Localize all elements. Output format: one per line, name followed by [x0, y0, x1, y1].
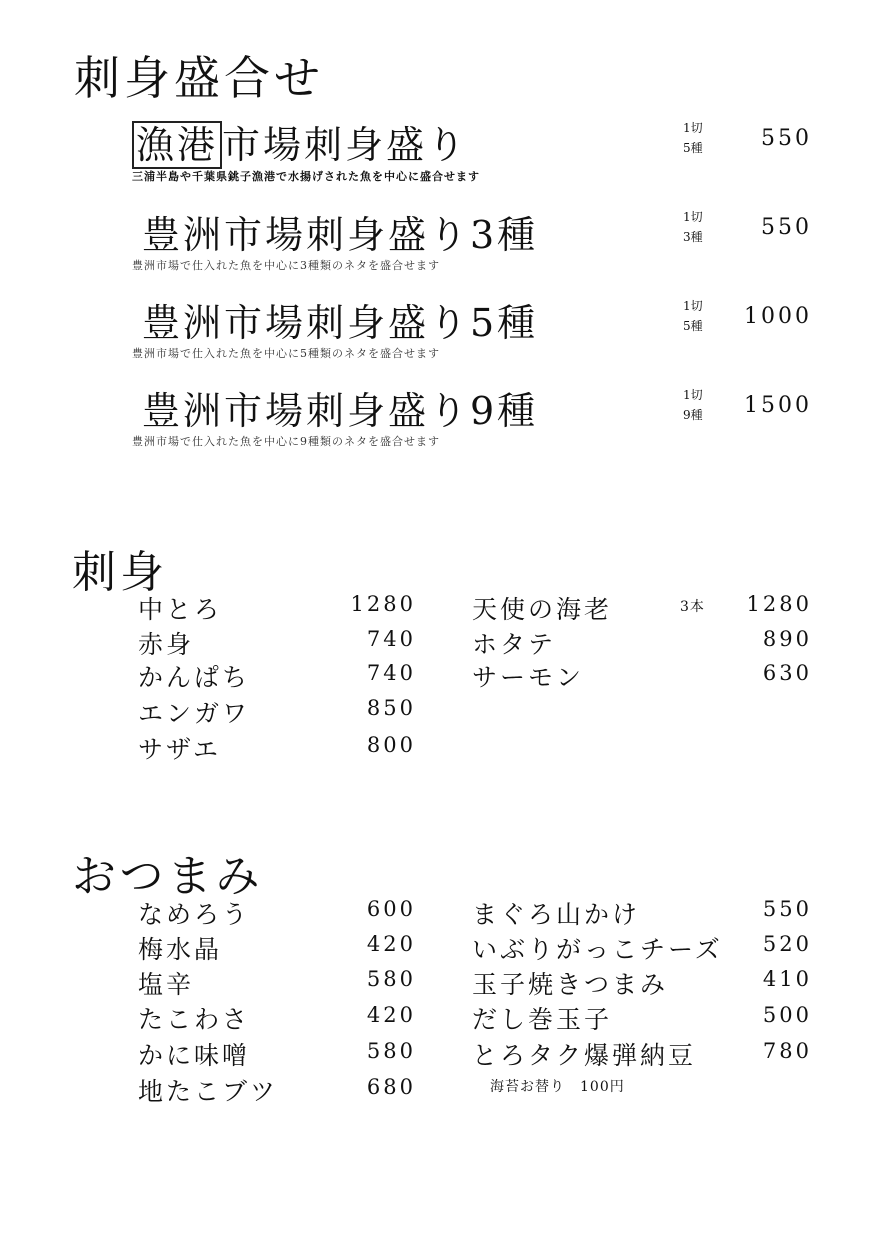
menu-item-price: 630	[762, 661, 812, 685]
platter-name: 豊洲市場刺身盛り5種	[142, 301, 539, 345]
menu-item-price: 740	[366, 627, 416, 651]
menu-item-price: 420	[366, 1003, 416, 1027]
menu-item-price: 410	[762, 967, 812, 991]
platter-desc: 豊洲市場で仕入れた魚を中心に5種類のネタを盛合せます	[132, 347, 440, 360]
section-title-otsumami: おつまみ	[72, 851, 264, 902]
menu-item-price: 520	[762, 932, 812, 956]
cut-info	[683, 118, 703, 158]
menu-item-name: 梅水晶	[138, 935, 223, 964]
menu-item-price: 1280	[350, 592, 416, 616]
menu-item-price: 780	[762, 1039, 812, 1063]
cut-kinds: 9種	[683, 408, 703, 422]
menu-item-price: 850	[366, 696, 416, 720]
cut-kinds: 3種	[683, 230, 703, 244]
menu-item-price: 800	[366, 733, 416, 757]
platter-name-rest: 市場刺身盛り	[222, 123, 469, 167]
menu-item-name: エンガワ	[138, 699, 251, 728]
platter-price: 1000	[744, 304, 812, 329]
menu-item-price: 420	[366, 932, 416, 956]
menu-item-name: かんぱち	[138, 663, 251, 692]
cut-info	[683, 385, 703, 425]
section-title-sashimi: 刺身	[72, 547, 168, 598]
menu-item-name: まぐろ山かけ	[472, 900, 641, 929]
cut-count: 1切	[683, 121, 703, 135]
menu-item-price: 580	[366, 967, 416, 991]
platter-desc: 三浦半島や千葉県銚子漁港で水揚げされた魚を中心に盛合せます	[132, 170, 480, 183]
nori-refill-note: 海苔お替り 100円	[490, 1079, 625, 1095]
menu-item-name: たこわさ	[138, 1005, 251, 1034]
menu-item-name: 赤身	[138, 630, 195, 659]
menu-item-price: 740	[366, 661, 416, 685]
menu-item-name: 玉子焼きつまみ	[472, 970, 669, 999]
menu-item-name: 中とろ	[138, 595, 223, 624]
cut-info	[683, 207, 703, 247]
menu-item-price: 1280	[746, 592, 812, 616]
platter-price: 1500	[744, 393, 812, 418]
cut-kinds: 5種	[683, 141, 703, 155]
menu-item-name: とろタク爆弾納豆	[472, 1041, 697, 1070]
menu-item-price: 600	[366, 897, 416, 921]
menu-item-price: 550	[762, 897, 812, 921]
menu-item-name: いぶりがっこチーズ	[472, 935, 723, 964]
menu-item-name: なめろう	[138, 900, 251, 929]
menu-item-qty: 3本	[680, 599, 705, 615]
menu-item-name: ホタテ	[472, 630, 557, 659]
menu-item-name: かに味噌	[138, 1041, 251, 1070]
cut-info	[683, 296, 703, 336]
gyoko-boxed-label: 漁港	[132, 121, 222, 169]
platter-name-gyoko	[132, 114, 468, 169]
platter-name: 豊洲市場刺身盛り9種	[142, 389, 539, 433]
menu-item-name: 天使の海老	[472, 595, 613, 624]
menu-item-name: だし巻玉子	[472, 1005, 613, 1034]
platter-name: 豊洲市場刺身盛り3種	[142, 213, 539, 257]
menu-item-name: サーモン	[472, 663, 585, 692]
platter-desc: 豊洲市場で仕入れた魚を中心に3種類のネタを盛合せます	[132, 259, 440, 272]
menu-item-name: 地たこブツ	[138, 1077, 279, 1106]
section-title-moriawase: 刺身盛合せ	[74, 51, 324, 105]
cut-count: 1切	[683, 210, 703, 224]
menu-item-name: 塩辛	[138, 970, 195, 999]
cut-kinds: 5種	[683, 319, 703, 333]
menu-item-price: 580	[366, 1039, 416, 1063]
cut-count: 1切	[683, 299, 703, 313]
cut-count: 1切	[683, 388, 703, 402]
menu-item-price: 500	[762, 1003, 812, 1027]
menu-item-price: 890	[762, 627, 812, 651]
menu-item-price: 680	[366, 1075, 416, 1099]
platter-price: 550	[761, 126, 812, 151]
menu-item-name: サザエ	[138, 735, 222, 764]
platter-desc: 豊洲市場で仕入れた魚を中心に9種類のネタを盛合せます	[132, 435, 440, 448]
platter-price: 550	[761, 215, 812, 240]
